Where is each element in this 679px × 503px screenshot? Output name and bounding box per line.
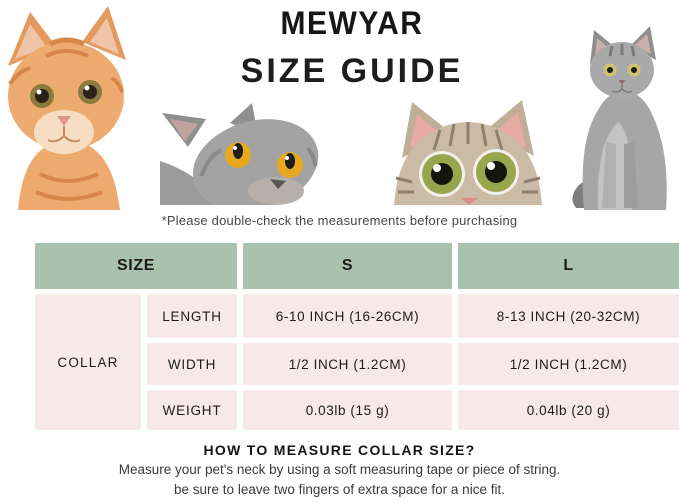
how-to-measure-heading: HOW TO MEASURE COLLAR SIZE? <box>203 442 476 458</box>
table-header-size-l: L <box>458 243 679 289</box>
orange-tabby-kitten-svg <box>0 4 138 210</box>
header <box>172 6 532 91</box>
cell-weight-l: 0.04lb (20 g) <box>458 390 679 430</box>
brand-title: MEWYAR <box>280 6 424 42</box>
table-header-size-s: S <box>243 243 452 289</box>
orange-tabby-kitten-image <box>0 4 138 210</box>
page-title: SIZE GUIDE <box>240 52 464 90</box>
row-label-width: WIDTH <box>147 343 237 385</box>
cell-width-l: 1/2 INCH (1.2CM) <box>458 343 679 385</box>
gray-kitten-sitting-svg <box>568 22 679 212</box>
how-to-measure-line1: Measure your pet's neck by using a soft measuring tape or piece of string. <box>118 462 561 477</box>
measurement-note: *Please double-check the measurements before purchasing <box>161 213 518 228</box>
how-to-measure-line2: be sure to leave two fingers of extra space for a nice fit. <box>174 482 505 497</box>
row-label-weight: WEIGHT <box>147 390 237 430</box>
size-table <box>35 243 679 430</box>
cell-length-s: 6-10 INCH (16-26CM) <box>243 294 452 338</box>
peeking-tabby-cat-svg <box>392 98 544 205</box>
row-label-length: LENGTH <box>147 294 237 338</box>
gray-cat-looking-up-svg <box>160 103 338 205</box>
peeking-tabby-cat-image <box>392 98 544 205</box>
cell-weight-s: 0.03lb (15 g) <box>243 390 452 430</box>
gray-kitten-sitting-image <box>568 22 679 212</box>
gray-cat-looking-up-image <box>160 103 338 205</box>
table-header-size: SIZE <box>35 243 237 289</box>
cell-width-s: 1/2 INCH (1.2CM) <box>243 343 452 385</box>
row-group-collar: COLLAR <box>35 294 141 430</box>
cell-length-l: 8-13 INCH (20-32CM) <box>458 294 679 338</box>
